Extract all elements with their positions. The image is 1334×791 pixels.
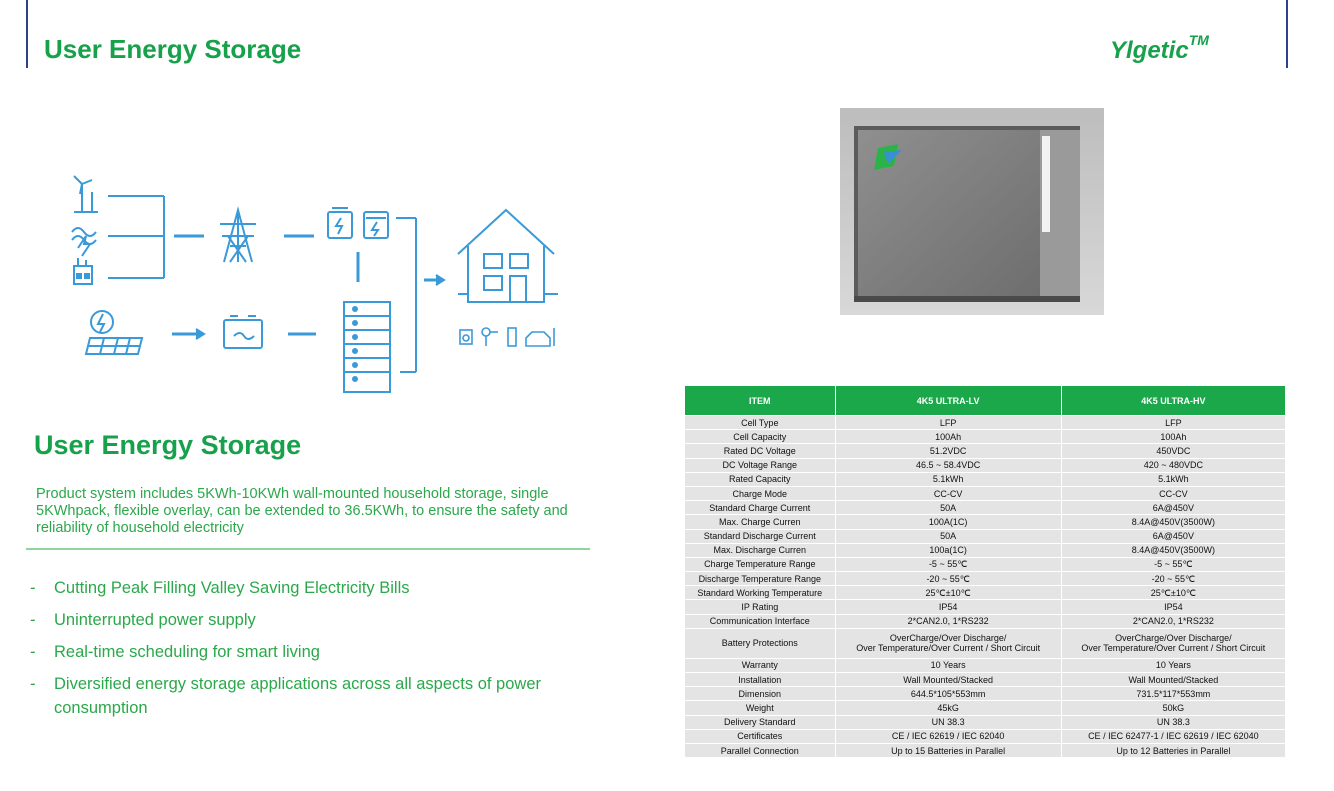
spec-value-cell: Up to 12 Batteries in Parallel — [1062, 744, 1285, 757]
product-description: Product system includes 5KWh-10KWh wall-mounted household storage, single 5KWhpack, flexible overlay, can be extended to 36.5KWh, to ensure the safety and reliability of household electricity — [36, 486, 568, 536]
feature-item — [30, 576, 610, 600]
spec-value-cell: IP54 — [836, 600, 1061, 613]
solar-panel-icon — [86, 311, 142, 354]
spec-value-cell: 46.5 ~ 58.4VDC — [836, 459, 1061, 472]
spec-value-cell: UN 38.3 — [836, 716, 1061, 729]
spec-label-cell: Discharge Temperature Range — [685, 572, 835, 585]
bullet-dash: - — [30, 579, 36, 597]
spec-label-cell: Certificates — [685, 730, 835, 743]
brand-logo — [1110, 32, 1209, 65]
spec-label-cell: IP Rating — [685, 600, 835, 613]
spec-value-cell: 8.4A@450V(3500W) — [1062, 544, 1285, 557]
feature-item — [30, 608, 610, 632]
spec-value-cell: Up to 15 Batteries in Parallel — [836, 744, 1061, 757]
spec-label-cell: Cell Capacity — [685, 430, 835, 443]
hydro-icon — [72, 228, 96, 256]
divider — [26, 548, 590, 550]
spec-label-cell: Communication Interface — [685, 615, 835, 628]
spec-label-cell: Cell Type — [685, 416, 835, 429]
spec-value-cell: CE / IEC 62619 / IEC 62040 — [836, 730, 1061, 743]
transmission-tower-icon — [220, 210, 256, 262]
table-row — [685, 572, 1285, 585]
table-row — [685, 629, 1285, 658]
feature-item — [30, 672, 610, 720]
table-row — [685, 487, 1285, 500]
table-row — [685, 701, 1285, 714]
brand-name: Ylgetic — [1110, 37, 1189, 64]
table-row — [685, 530, 1285, 543]
table-header-cell: ITEM — [685, 386, 835, 415]
spec-value-cell: 25℃±10℃ — [836, 586, 1061, 599]
spec-value-cell: 10 Years — [836, 659, 1061, 672]
battery-stack-icon — [344, 302, 390, 392]
spec-value-cell: OverCharge/Over Discharge/ Over Temperature/Over Current / Short Circuit — [836, 629, 1061, 658]
battery-icon — [224, 316, 262, 348]
bullet-dash: - — [30, 643, 36, 661]
spec-label-cell: Max. Charge Curren — [685, 515, 835, 528]
spec-label-cell: Dimension — [685, 687, 835, 700]
table-row — [685, 615, 1285, 628]
spec-value-cell: 6A@450V — [1062, 501, 1285, 514]
spec-value-cell: OverCharge/Over Discharge/ Over Temperature/Over Current / Short Circuit — [1062, 629, 1285, 658]
spec-label-cell: Weight — [685, 701, 835, 714]
spec-label-cell: Charge Mode — [685, 487, 835, 500]
spec-label-cell: Charge Temperature Range — [685, 558, 835, 571]
frame-left-border — [26, 0, 28, 68]
frame-right-border — [1286, 0, 1288, 68]
table-row — [685, 416, 1285, 429]
spec-table-body — [685, 416, 1285, 757]
table-row — [685, 659, 1285, 672]
feature-text: Real-time scheduling for smart living — [54, 643, 320, 661]
spec-label-cell: DC Voltage Range — [685, 459, 835, 472]
spec-value-cell: 25℃±10℃ — [1062, 586, 1285, 599]
feature-list — [30, 576, 610, 728]
spec-label-cell: Standard Charge Current — [685, 501, 835, 514]
feature-item — [30, 640, 610, 664]
spec-value-cell: -20 ~ 55℃ — [836, 572, 1061, 585]
table-header-row — [685, 386, 1285, 415]
spec-label-cell: Max. Discharge Curren — [685, 544, 835, 557]
wind-turbine-icon — [74, 176, 98, 212]
table-row — [685, 558, 1285, 571]
spec-value-cell: 8.4A@450V(3500W) — [1062, 515, 1285, 528]
table-row — [685, 673, 1285, 686]
page-title: User Energy Storage — [44, 34, 302, 64]
spec-label-cell: Warranty — [685, 659, 835, 672]
table-header-cell: 4K5 ULTRA-LV — [836, 386, 1061, 415]
spec-value-cell: CC-CV — [836, 487, 1061, 500]
spec-value-cell: -20 ~ 55℃ — [1062, 572, 1285, 585]
spec-value-cell: 45kG — [836, 701, 1061, 714]
spec-value-cell: Wall Mounted/Stacked — [836, 673, 1061, 686]
spec-value-cell: 100Ah — [1062, 430, 1285, 443]
spec-value-cell: CE / IEC 62477-1 / IEC 62619 / IEC 62040 — [1062, 730, 1285, 743]
spec-value-cell: LFP — [1062, 416, 1285, 429]
spec-value-cell: IP54 — [1062, 600, 1285, 613]
appliances-icon — [460, 328, 554, 346]
spec-value-cell: 50A — [836, 530, 1061, 543]
table-row — [685, 444, 1285, 457]
spec-value-cell: -5 ~ 55℃ — [1062, 558, 1285, 571]
table-row — [685, 730, 1285, 743]
table-row — [685, 459, 1285, 472]
spec-value-cell: 6A@450V — [1062, 530, 1285, 543]
spec-label-cell: Standard Discharge Current — [685, 530, 835, 543]
spec-value-cell: 5.1kWh — [836, 473, 1061, 486]
table-row — [685, 501, 1285, 514]
spec-label-cell: Installation — [685, 673, 835, 686]
feature-text: Diversified energy storage applications across all aspects of power consumption — [54, 675, 541, 717]
spec-value-cell: 731.5*117*553mm — [1062, 687, 1285, 700]
spec-table — [684, 385, 1286, 758]
spec-value-cell: UN 38.3 — [1062, 716, 1285, 729]
table-row — [685, 544, 1285, 557]
spec-value-cell: 50A — [836, 501, 1061, 514]
spec-label-cell: Battery Protections — [685, 629, 835, 658]
spec-label-cell: Parallel Connection — [685, 744, 835, 757]
spec-label-cell: Delivery Standard — [685, 716, 835, 729]
spec-value-cell: -5 ~ 55℃ — [836, 558, 1061, 571]
table-header-cell: 4K5 ULTRA-HV — [1062, 386, 1285, 415]
brand-trademark: TM — [1188, 32, 1209, 48]
table-row — [685, 716, 1285, 729]
feature-text: Cutting Peak Filling Valley Saving Electricity Bills — [54, 579, 410, 597]
spec-value-cell: 5.1kWh — [1062, 473, 1285, 486]
section-title: User Energy Storage — [34, 430, 302, 460]
table-row — [685, 600, 1285, 613]
spec-value-cell: LFP — [836, 416, 1061, 429]
table-row — [685, 515, 1285, 528]
spec-value-cell: 2*CAN2.0, 1*RS232 — [1062, 615, 1285, 628]
house-icon — [458, 210, 558, 302]
power-plant-icon — [74, 258, 92, 284]
spec-value-cell: 450VDC — [1062, 444, 1285, 457]
product-photo — [840, 108, 1104, 315]
spec-label-cell: Rated Capacity — [685, 473, 835, 486]
bullet-dash: - — [30, 675, 36, 693]
spec-value-cell: 100Ah — [836, 430, 1061, 443]
spec-value-cell: 644.5*105*553mm — [836, 687, 1061, 700]
spec-label-cell: Rated DC Voltage — [685, 444, 835, 457]
spec-value-cell: 51.2VDC — [836, 444, 1061, 457]
table-row — [685, 473, 1285, 486]
spec-value-cell: 100A(1C) — [836, 515, 1061, 528]
bullet-dash: - — [30, 611, 36, 629]
energy-flow-diagram — [60, 170, 580, 400]
spec-value-cell: 10 Years — [1062, 659, 1285, 672]
table-row — [685, 430, 1285, 443]
spec-value-cell: 420 ~ 480VDC — [1062, 459, 1285, 472]
table-row — [685, 586, 1285, 599]
feature-text: Uninterrupted power supply — [54, 611, 256, 629]
table-row — [685, 687, 1285, 700]
spec-value-cell: 2*CAN2.0, 1*RS232 — [836, 615, 1061, 628]
spec-label-cell: Standard Working Temperature — [685, 586, 835, 599]
spec-value-cell: Wall Mounted/Stacked — [1062, 673, 1285, 686]
meter-icon — [328, 208, 388, 238]
spec-value-cell: 100a(1C) — [836, 544, 1061, 557]
spec-value-cell: CC-CV — [1062, 487, 1285, 500]
spec-value-cell: 50kG — [1062, 701, 1285, 714]
table-row — [685, 744, 1285, 757]
